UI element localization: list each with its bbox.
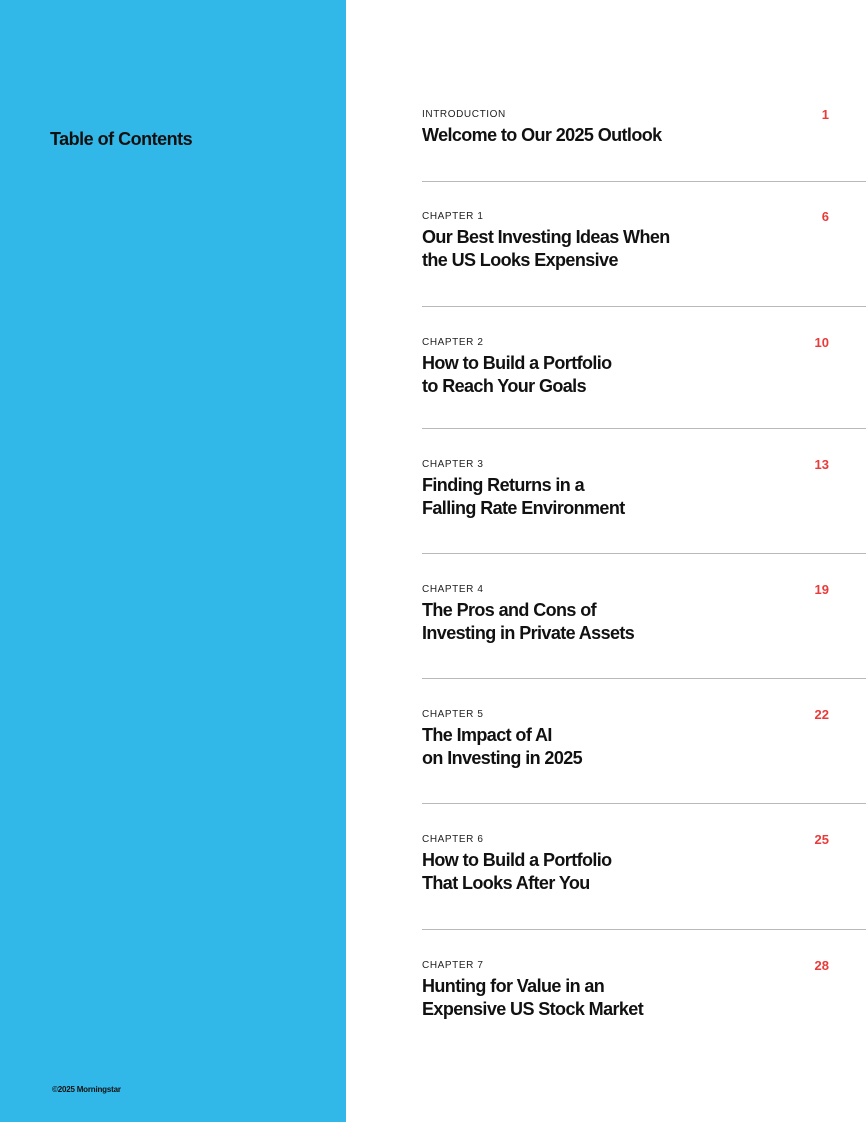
entry-label: INTRODUCTION	[422, 109, 506, 120]
entry-title[interactable]	[422, 975, 722, 1021]
entry-title-line: How to Build a Portfolio	[422, 353, 612, 373]
entry-page-number[interactable]: 10	[814, 335, 829, 350]
entry-title[interactable]	[422, 474, 722, 520]
entry-page-number[interactable]: 22	[814, 707, 829, 722]
divider	[422, 929, 866, 930]
entry-title-line: Falling Rate Environment	[422, 498, 625, 518]
entry-title-line: How to Build a Portfolio	[422, 850, 612, 870]
entry-title-line: The Pros and Cons of	[422, 600, 597, 620]
divider	[422, 428, 866, 429]
sidebar-panel	[0, 0, 346, 1122]
entry-page-number[interactable]: 6	[821, 209, 829, 224]
entry-title-line: on Investing in 2025	[422, 748, 583, 768]
divider	[422, 181, 866, 182]
entry-title[interactable]	[422, 724, 722, 770]
entry-title[interactable]	[422, 599, 722, 645]
entry-title-line: Finding Returns in a	[422, 475, 584, 495]
divider	[422, 553, 866, 554]
entry-title-line: That Looks After You	[422, 873, 590, 893]
entry-label: CHAPTER 4	[422, 584, 484, 595]
entry-title-line: The Impact of AI	[422, 725, 552, 745]
entry-title-line: Expensive US Stock Market	[422, 999, 644, 1019]
entry-page-number[interactable]: 28	[814, 958, 829, 973]
entry-title[interactable]	[422, 352, 722, 398]
entry-title-line: Hunting for Value in an	[422, 976, 605, 996]
divider	[422, 803, 866, 804]
entry-title-line: the US Looks Expensive	[422, 250, 618, 270]
entry-title-line: Investing in Private Assets	[422, 623, 635, 643]
entry-title-line: Our Best Investing Ideas When	[422, 227, 670, 247]
entry-label: CHAPTER 3	[422, 459, 484, 470]
entry-label: CHAPTER 2	[422, 337, 484, 348]
divider	[422, 678, 866, 679]
entry-title-line: Welcome to Our 2025 Outlook	[422, 125, 662, 145]
entry-title-line: to Reach Your Goals	[422, 376, 586, 396]
entry-page-number[interactable]: 19	[814, 582, 829, 597]
entry-page-number[interactable]: 25	[814, 832, 829, 847]
entry-title[interactable]	[422, 226, 722, 272]
entry-page-number[interactable]: 13	[814, 457, 829, 472]
sidebar-title: Table of Contents	[50, 129, 193, 149]
entry-title[interactable]	[422, 849, 722, 895]
entry-label: CHAPTER 6	[422, 834, 484, 845]
entry-title[interactable]	[422, 124, 722, 147]
divider	[422, 306, 866, 307]
entry-label: CHAPTER 1	[422, 211, 484, 222]
entry-label: CHAPTER 5	[422, 709, 484, 720]
copyright-notice: ©2025 Morningstar	[52, 1085, 121, 1094]
entry-page-number[interactable]: 1	[821, 107, 829, 122]
entry-label: CHAPTER 7	[422, 960, 484, 971]
